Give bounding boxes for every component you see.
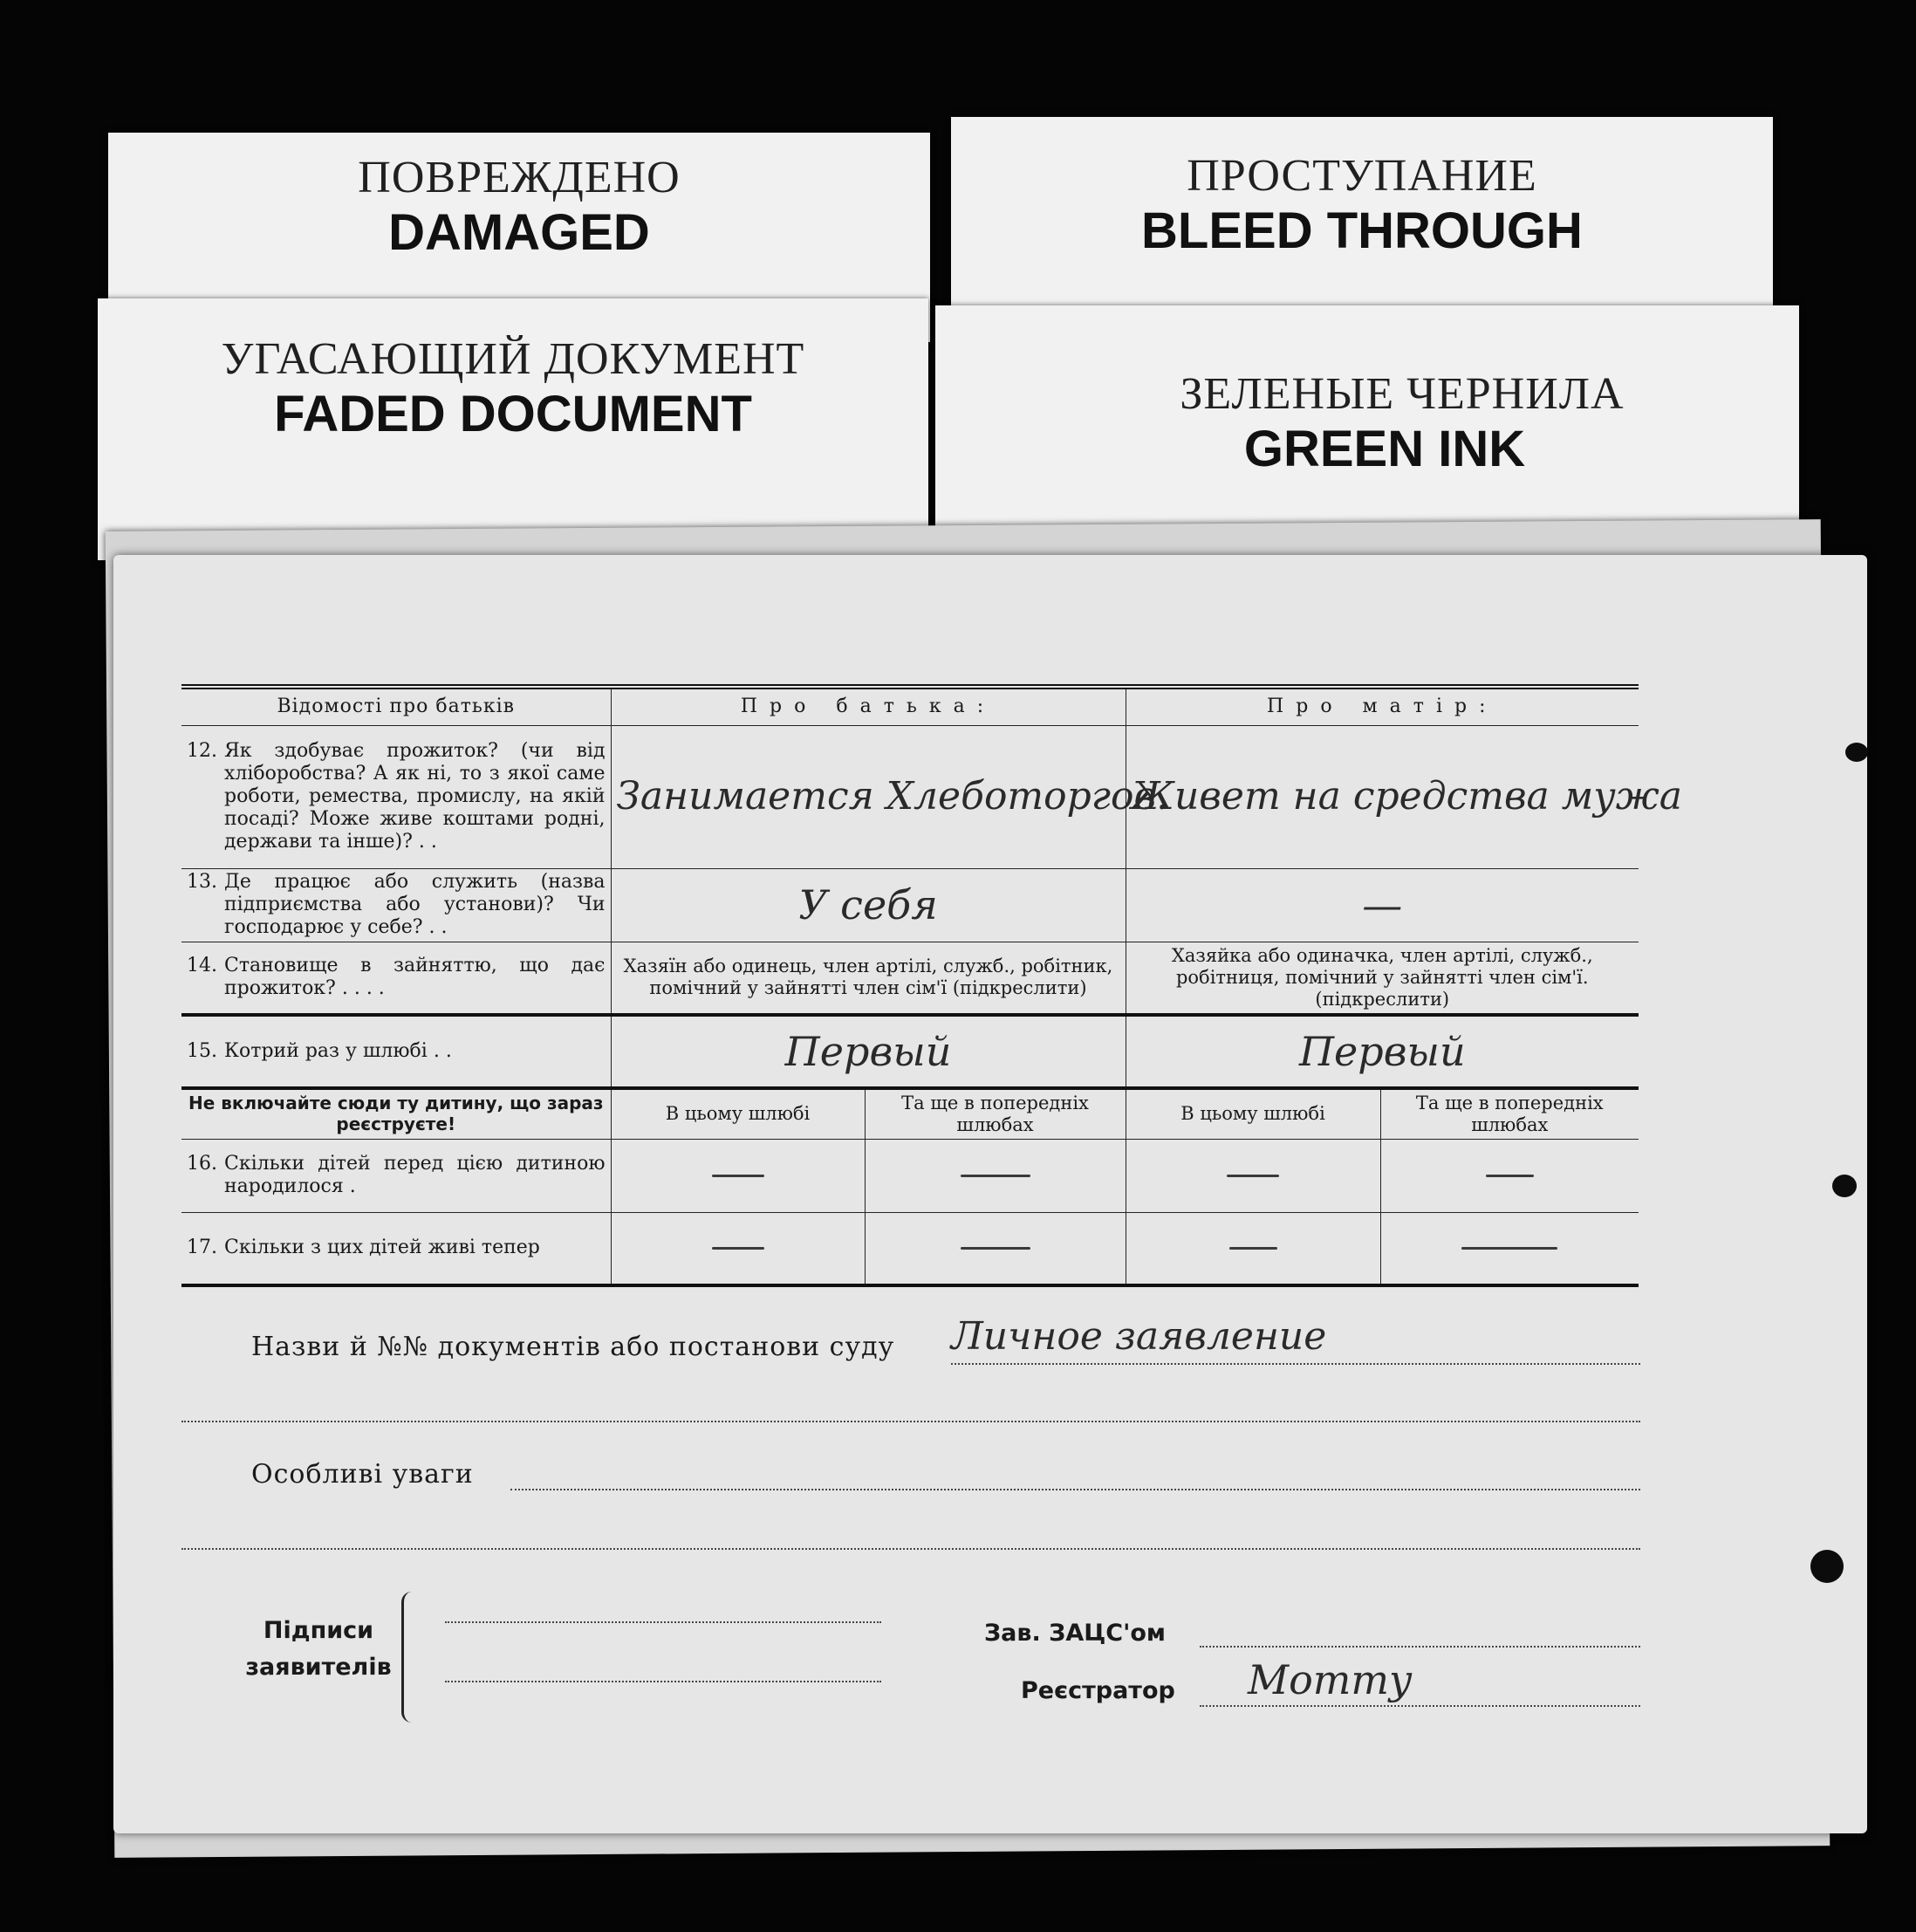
applicant-signature-line-1 [445, 1621, 881, 1623]
faded-en: FADED DOCUMENT [274, 386, 752, 442]
q16-number: 16. [187, 1153, 217, 1175]
q14-father-options: Хазяїн або одинець, член артілі, служб., робітник, помічний у зайнятті член сім'ї (підкреслити) [611, 942, 1126, 1015]
mother-this-marriage-header: В цьому шлюбі [1126, 1088, 1380, 1139]
damaged-en: DAMAGED [388, 204, 650, 261]
punch-hole [1845, 743, 1868, 762]
dash-mark [712, 1175, 764, 1177]
q17-question: Скільки з цих дітей живі тепер [224, 1237, 540, 1259]
documents-label: Назви й №№ документів або постанови суду [251, 1332, 895, 1362]
dash-mark [961, 1175, 1030, 1177]
bleed-through-card [951, 117, 1773, 335]
father-prev-marriages-header: Та ще в попередніх шлюбах [865, 1088, 1126, 1139]
punch-hole [1810, 1550, 1844, 1583]
punch-hole [1832, 1175, 1857, 1197]
q15-number: 15. [187, 1040, 217, 1063]
row-q12 [181, 725, 1639, 868]
green-en: GREEN INK [1243, 421, 1526, 477]
q17-number: 17. [187, 1237, 217, 1259]
dash-mark [1461, 1247, 1557, 1250]
bleed-en: BLEED THROUGH [1141, 202, 1583, 259]
head-signature-line [1200, 1646, 1640, 1648]
row-q16 [181, 1139, 1639, 1212]
applicant-signature-line-2 [445, 1681, 881, 1682]
q12-mother-answer: Живет на средства мужа [1126, 725, 1639, 868]
registration-form-sheet [113, 555, 1867, 1833]
dash-mark [1486, 1175, 1534, 1177]
header-mother: Про матір: [1126, 687, 1639, 725]
header-parents-info: Відомості про батьків [181, 687, 611, 725]
mother-prev-marriages-header: Та ще в попередніх шлюбах [1380, 1088, 1639, 1139]
documents-dotted-line-2 [181, 1421, 1640, 1422]
q13-father-answer: У себя [611, 868, 1126, 942]
row-q14 [181, 942, 1639, 1015]
q14-question: Становище в зайняттю, що дає прожиток? . . . . [224, 955, 606, 1000]
registrar-signature: Мотту [1248, 1656, 1413, 1703]
children-note: Не включайте сюди ту дитину, що зараз реєструєте! [181, 1088, 611, 1139]
header-father: Про батька: [611, 687, 1126, 725]
row-q13 [181, 868, 1639, 942]
q13-mother-answer: — [1126, 868, 1639, 942]
green-ru: ЗЕЛЕНЫЕ ЧЕРНИЛА [1180, 369, 1625, 419]
q16-question: Скільки дітей перед цією дитиною народилося . [224, 1153, 606, 1197]
dash-mark [712, 1247, 764, 1250]
parents-info-table [181, 684, 1683, 1287]
q12-question: Як здобуває прожиток? (чи від хліборобства? А як ні, то з якої саме роботи, ремества, промислу, на якій посаді? Може живе коштами родні, держави та інше)? . . [224, 740, 606, 853]
q15-father-answer: Первый [611, 1015, 1126, 1088]
applicants-signatures-label [244, 1613, 393, 1686]
notes-dotted-line [510, 1489, 1640, 1490]
damaged-ru: ПОВРЕЖДЕНО [358, 153, 681, 202]
q12-number: 12. [187, 740, 217, 763]
row-children-header [181, 1088, 1639, 1139]
head-zags-label: Зав. ЗАЦС'ом [984, 1620, 1166, 1647]
signatures-label-line1: Підписи [263, 1617, 374, 1644]
faded-document-card [98, 298, 928, 560]
q15-question: Котрий раз у шлюбі . . [224, 1040, 452, 1063]
notes-label: Особливі уваги [251, 1459, 474, 1490]
faded-ru: УГАСАЮЩИЙ ДОКУМЕНТ [221, 334, 805, 384]
dash-mark [961, 1247, 1030, 1250]
documents-value: Личное заявление [951, 1314, 1327, 1359]
signatures-label-line2: заявителів [245, 1653, 392, 1681]
q13-question: Де працює або служить (назва підприємства або установи)? Чи господарює у себе? . . [224, 871, 606, 938]
dash-mark [1229, 1247, 1277, 1250]
signatures-brace [401, 1592, 420, 1723]
notes-dotted-line-2 [181, 1548, 1640, 1550]
row-q17 [181, 1212, 1639, 1285]
dash-mark [1227, 1175, 1279, 1177]
bleed-ru: ПРОСТУПАНИЕ [1187, 151, 1537, 201]
documents-dotted-line [951, 1363, 1640, 1365]
q15-mother-answer: Первый [1126, 1015, 1639, 1088]
father-this-marriage-header: В цьому шлюбі [611, 1088, 865, 1139]
registrar-label: Реєстратор [1021, 1677, 1175, 1704]
q12-father-answer: Занимается Хлеботоргов. [611, 725, 1126, 868]
row-q15 [181, 1015, 1639, 1088]
q13-number: 13. [187, 871, 217, 894]
q14-mother-options: Хазяйка або одиначка, член артілі, служб., робітниця, помічний у зайнятті член сім'ї. (підкреслити) [1126, 942, 1639, 1015]
registrar-signature-line [1200, 1705, 1640, 1707]
q14-number: 14. [187, 955, 217, 977]
